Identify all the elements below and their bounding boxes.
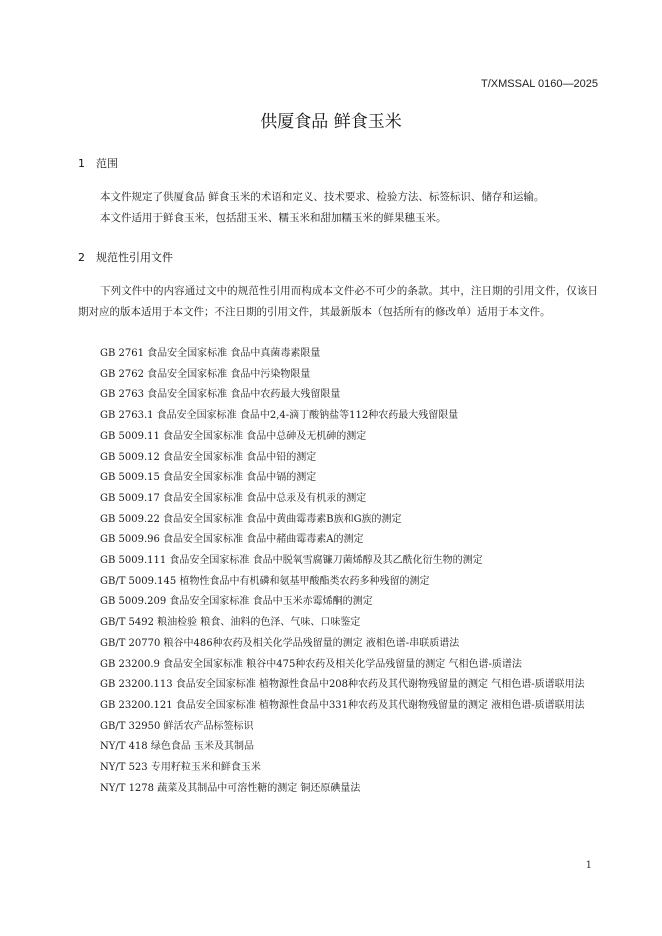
reference-item: GB 23200.121 食品安全国家标准 植物源性食品中331种农药及其代谢物残留量的测定 液相色谱-质谱联用法 <box>100 699 585 711</box>
reference-item: GB/T 32950 鲜活农产品标签标识 <box>100 720 254 732</box>
document-title: 供厦食品 鲜食玉米 <box>260 112 402 132</box>
reference-item: GB/T 5492 粮油检验 粮食、油料的色泽、气味、口味鉴定 <box>100 617 361 629</box>
section-1-paragraph-1: 本文件规定了供厦食品 鲜食玉米的术语和定义、技术要求、检验方法、标签标识、储存和运输。 <box>100 191 545 203</box>
reference-item: GB 5009.11 食品安全国家标准 食品中总砷及无机砷的测定 <box>100 430 367 442</box>
section-1-title: 范围 <box>96 157 118 170</box>
reference-item: GB 5009.209 食品安全国家标准 食品中玉米赤霉烯酮的测定 <box>100 596 373 608</box>
section-2-title: 规范性引用文件 <box>96 251 173 264</box>
reference-item: NY/T 1278 蔬菜及其制品中可溶性糖的测定 铜还原碘量法 <box>100 782 361 794</box>
reference-item: GB 2762 食品安全国家标准 食品中污染物限量 <box>100 368 311 380</box>
reference-item: GB 5009.111 食品安全国家标准 食品中脱氧雪腐镰刀菌烯醇及其乙酰化衍生物的测定 <box>100 555 483 567</box>
section-2-number: 2 <box>78 251 85 264</box>
reference-item: GB 2761 食品安全国家标准 食品中真菌毒素限量 <box>100 348 321 359</box>
reference-item: GB 5009.17 食品安全国家标准 食品中总汞及有机汞的测定 <box>100 492 367 504</box>
section-1-number: 1 <box>78 157 85 170</box>
reference-item: GB/T 5009.145 植物性食品中有机磷和氨基甲酸酯类农药多种残留的测定 <box>100 575 430 587</box>
reference-item: NY/T 418 绿色食品 玉米及其制品 <box>100 741 255 753</box>
reference-item: GB 23200.113 食品安全国家标准 植物源性食品中208种农药及其代谢物残留量的测定 气相色谱-质谱联用法 <box>100 679 585 691</box>
section-2-heading <box>78 249 173 265</box>
reference-item: GB/T 20770 粮谷中486种农药及相关化学品残留量的测定 液相色谱-串联质谱法 <box>100 637 460 649</box>
reference-list <box>78 344 598 799</box>
document-code: T/XMSSAL 0160—2025 <box>481 78 598 90</box>
reference-item: GB 5009.96 食品安全国家标准 食品中赭曲霉毒素A的测定 <box>100 534 364 546</box>
page-number: 1 <box>585 860 592 871</box>
reference-item: GB 2763.1 食品安全国家标准 食品中2,4-滴丁酸钠盐等112种农药最大残留限量 <box>100 410 459 422</box>
section-1-heading <box>78 155 118 171</box>
reference-item: GB 5009.22 食品安全国家标准 食品中黄曲霉毒素B族和G族的测定 <box>100 513 402 525</box>
section-2-intro: 下列文件中的内容通过文中的规范性引用而构成本文件必不可少的条款。其中，注日期的引用文件，仅该日期对应的版本适用于本文件；不注日期的引用文件，其最新版本（包括所有的修改单）适用于本文件。 <box>78 285 598 318</box>
reference-item: GB 2763 食品安全国家标准 食品中农药最大残留限量 <box>100 389 341 401</box>
reference-item: NY/T 523 专用籽粒玉米和鲜食玉米 <box>100 762 261 774</box>
reference-item: GB 5009.15 食品安全国家标准 食品中镉的测定 <box>100 472 317 484</box>
section-1-paragraph-2: 本文件适用于鲜食玉米，包括甜玉米、糯玉米和甜加糯玉米的鲜果穗玉米。 <box>100 212 447 224</box>
reference-item: GB 23200.9 食品安全国家标准 粮谷中475种农药及相关化学品残留量的测定 气相色谱-质谱法 <box>100 658 522 670</box>
reference-item: GB 5009.12 食品安全国家标准 食品中铅的测定 <box>100 451 317 463</box>
